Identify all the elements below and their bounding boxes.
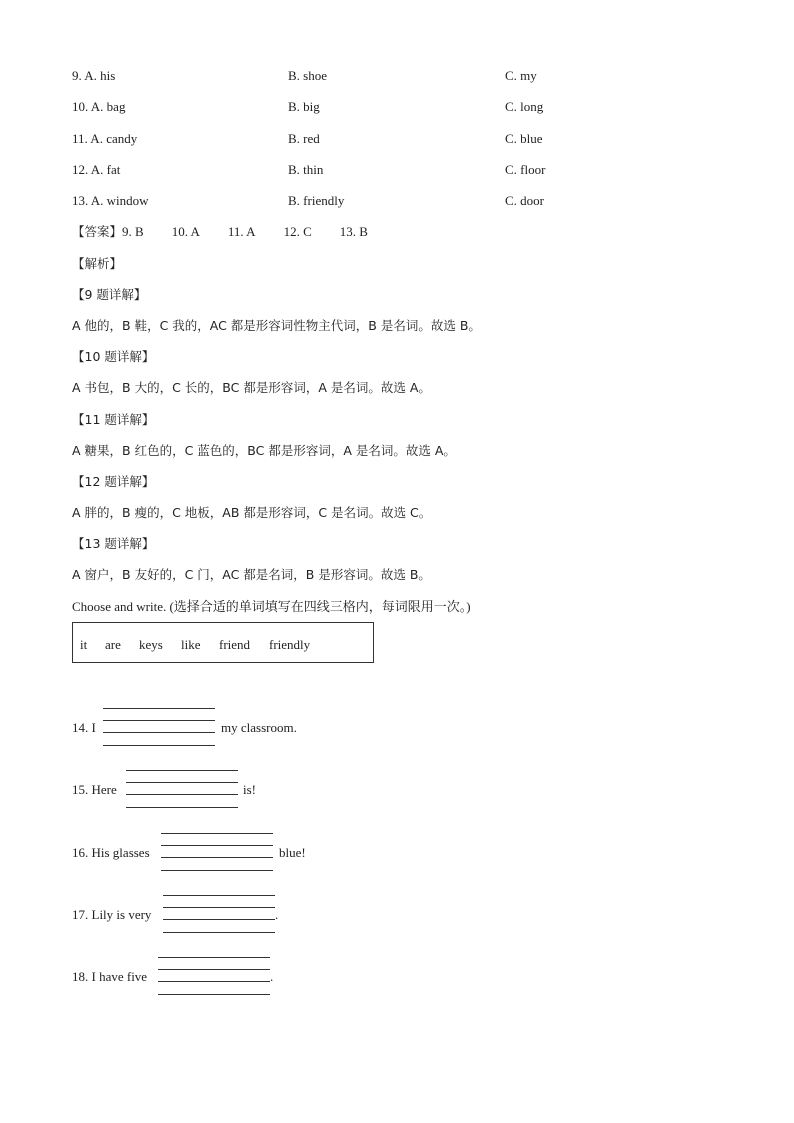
option-b: B. red [288,131,320,146]
question-text-after: is! [243,782,256,797]
writing-lines[interactable] [163,895,275,933]
question-15 [72,782,117,798]
answer-item: 12. C [283,224,312,239]
question-17 [72,907,151,923]
detail-title-9: 【9 题详解】 [72,287,147,302]
analysis-label: 【解析】 [72,256,123,271]
detail-title-13: 【13 题详解】 [72,536,155,551]
word-bank-item: it [80,637,88,652]
detail-title-11: 【11 题详解】 [72,412,155,427]
option-row-11 [72,131,732,147]
question-18-after [270,969,273,985]
question-text-before: 18. I have five [72,969,148,984]
writing-lines[interactable] [161,833,273,871]
answer-label: 【答案】 [72,224,123,239]
question-text-after: . [270,969,274,984]
detail-title-10: 【10 题详解】 [72,349,155,364]
option-c: C. floor [505,162,546,177]
option-a: 13. A. window [72,193,149,208]
option-c: C. long [505,99,544,114]
option-a: 12. A. fat [72,162,121,177]
answer-item: 10. A [171,224,200,239]
detail-text-11: A 糖果，B 红色的，C 蓝色的，BC 都是形容词，A 是名词。故选 A。 [72,443,456,458]
detail-text-12: A 胖的，B 瘦的，C 地板，AB 都是形容词，C 是名词。故选 C。 [72,505,432,520]
word-bank-item: keys [139,637,163,652]
option-c: C. blue [505,131,543,146]
option-a: 9. A. his [72,68,116,83]
question-text-after: my classroom. [221,720,297,735]
answer-line [72,224,396,240]
writing-lines[interactable] [126,770,238,808]
option-a: 10. A. bag [72,99,126,114]
answer-item: 11. A [227,224,256,239]
option-b: B. shoe [288,68,327,83]
question-15-after [243,782,256,798]
question-text-after: . [275,907,279,922]
option-a: 11. A. candy [72,131,138,146]
detail-text-13: A 窗户，B 友好的，C 门，AC 都是名词，B 是形容词。故选 B。 [72,567,431,582]
question-16-after [279,845,306,861]
option-row-10 [72,99,732,115]
question-text-before: 14. I [72,720,96,735]
detail-title-12: 【12 题详解】 [72,474,155,489]
question-text-before: 16. His glasses [72,845,150,860]
word-bank-item: are [105,637,121,652]
option-b: B. friendly [288,193,345,208]
option-b: B. thin [288,162,324,177]
word-bank-item: like [181,637,201,652]
question-text-after: blue! [279,845,306,860]
question-17-after [275,907,278,923]
option-c: C. door [505,193,544,208]
instruction: Choose and write. (选择合适的单词填写在四线三格内，每词限用一次。) [72,599,471,614]
detail-text-9: A 他的，B 鞋，C 我的，AC 都是形容词性物主代词，B 是名词。故选 B。 [72,318,481,333]
writing-lines[interactable] [158,957,270,995]
option-c: C. my [505,68,537,83]
question-18 [72,969,147,985]
word-bank-item: friend [219,637,251,652]
option-row-12 [72,162,732,178]
option-row-13 [72,193,732,209]
word-bank-box [72,622,374,663]
question-text-before: 17. Lily is very [72,907,152,922]
writing-lines[interactable] [103,708,215,746]
question-14-after [221,720,297,736]
answer-item: 9. B [122,224,144,239]
detail-text-10: A 书包，B 大的，C 长的，BC 都是形容词，A 是名词。故选 A。 [72,380,431,395]
word-bank-item: friendly [269,637,311,652]
answer-item: 13. B [339,224,368,239]
option-row-9 [72,68,732,84]
question-14 [72,720,96,736]
question-16 [72,845,150,861]
option-b: B. big [288,99,320,114]
question-text-before: 15. Here [72,782,117,797]
